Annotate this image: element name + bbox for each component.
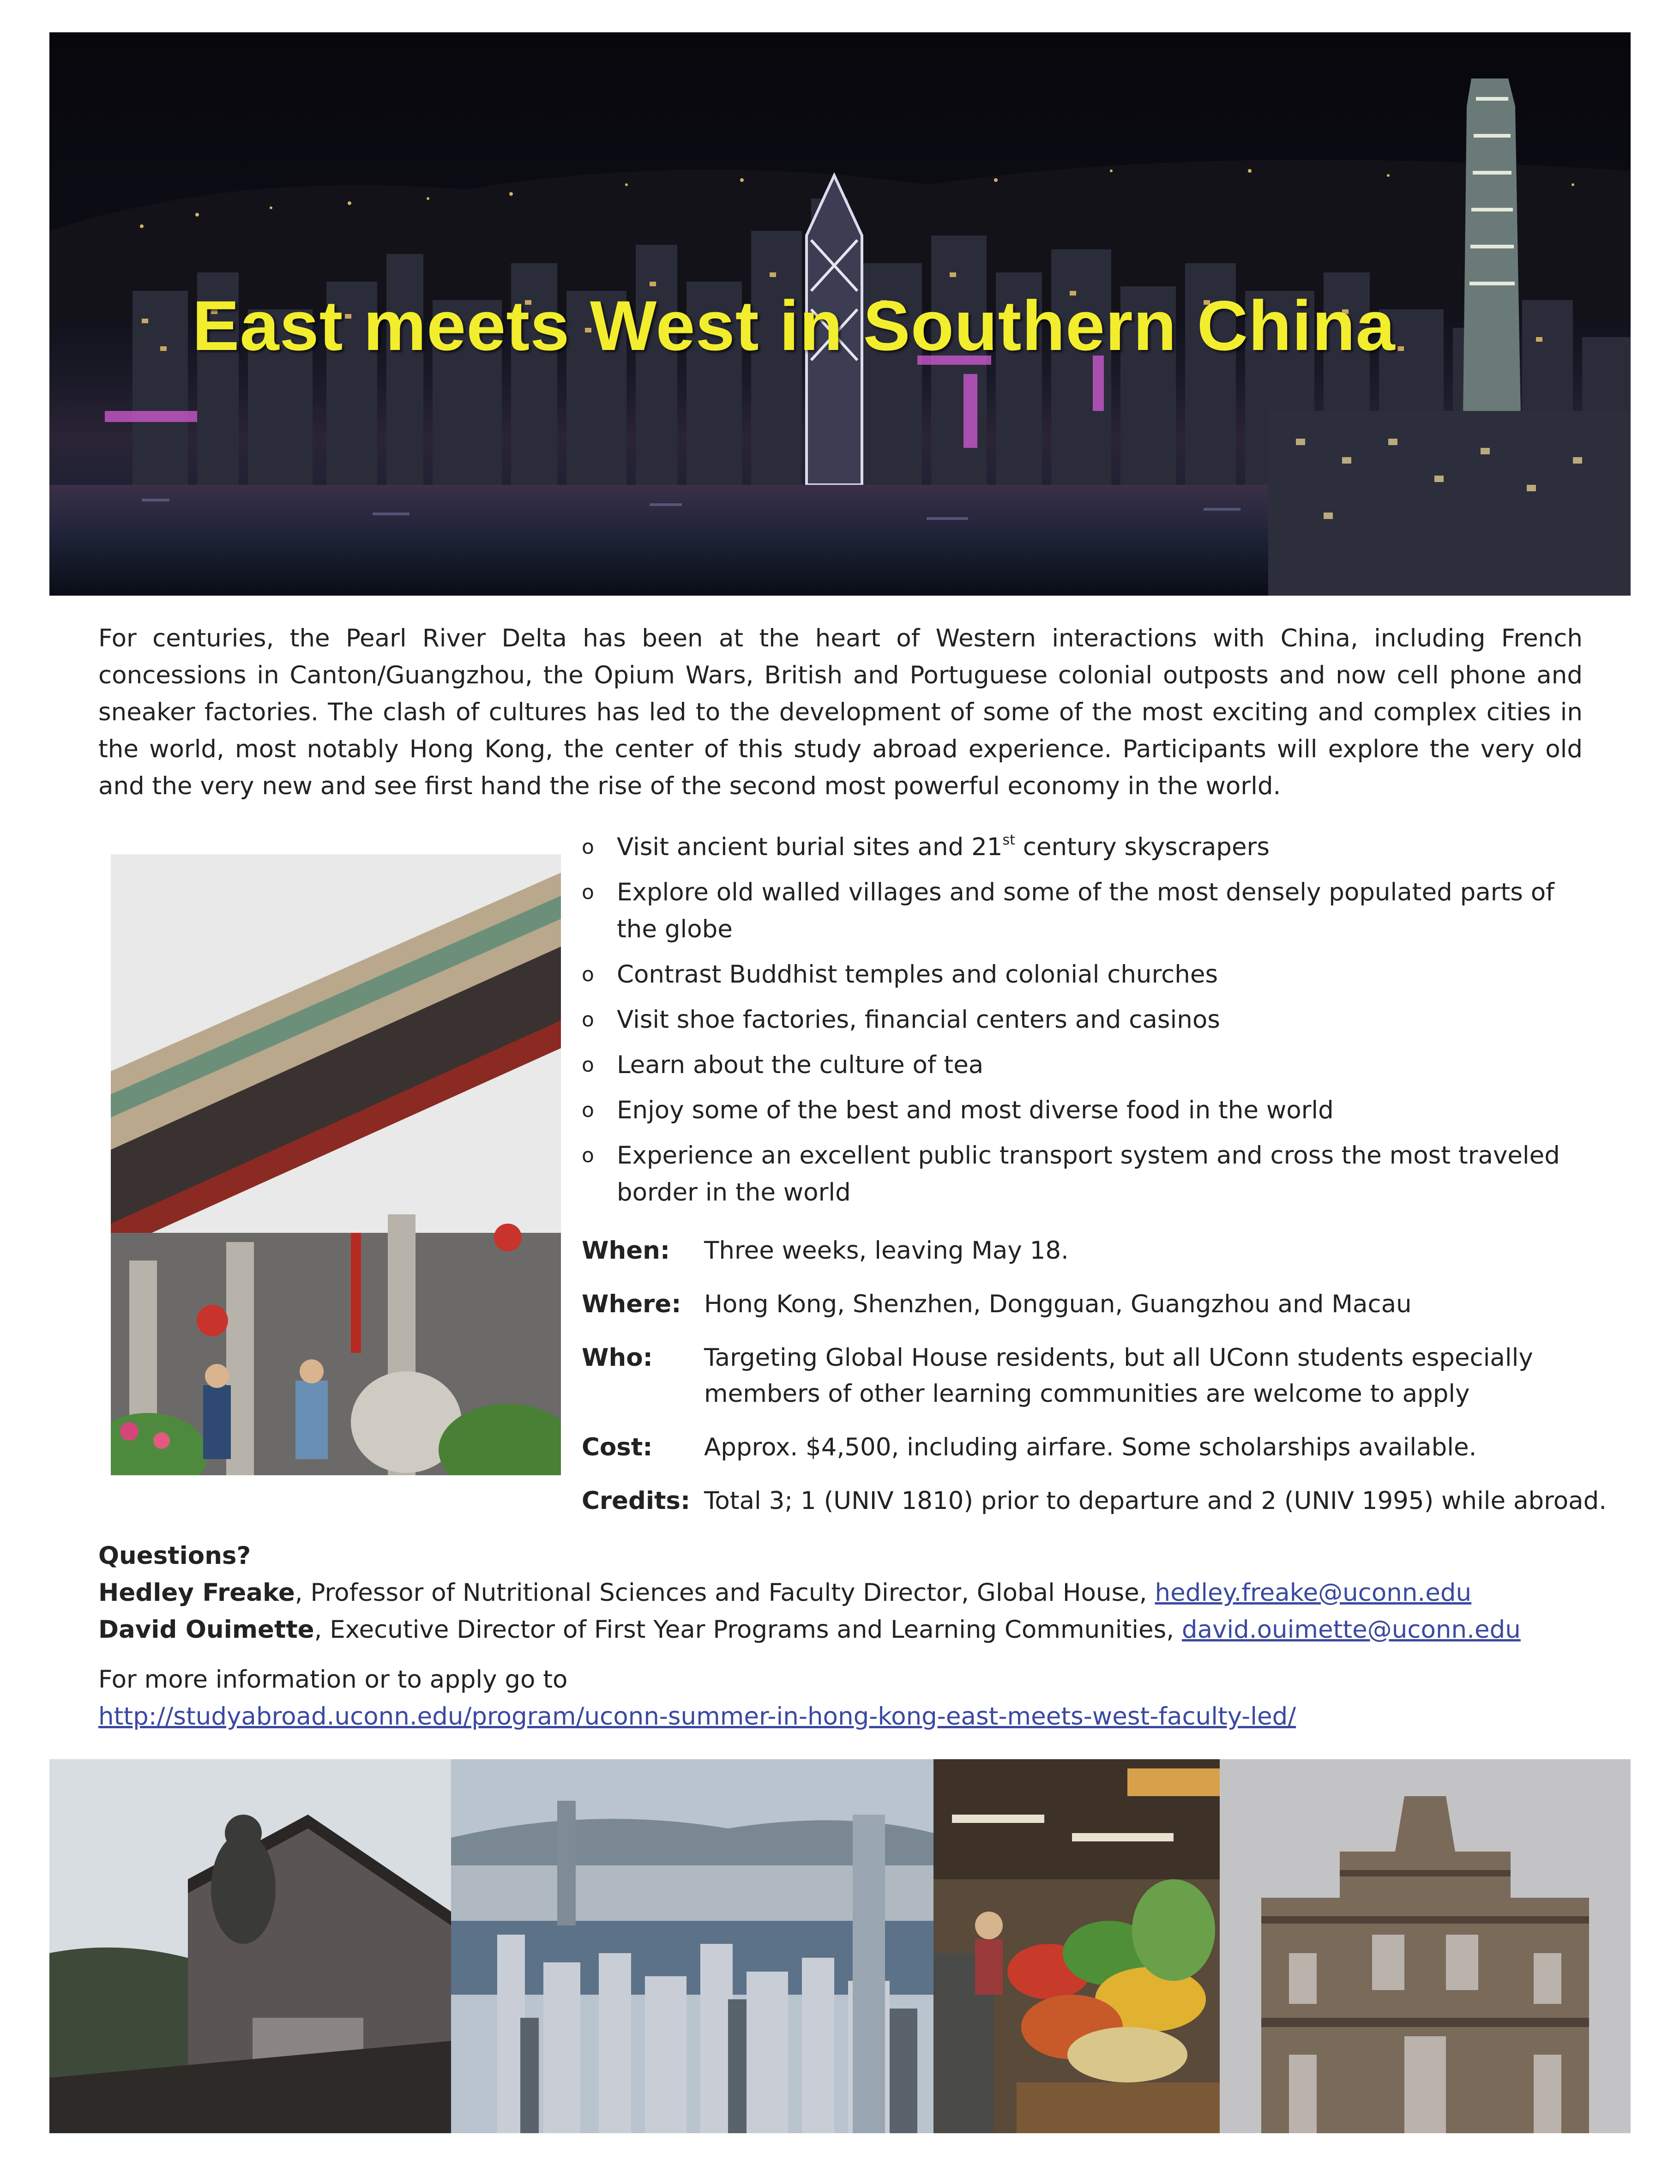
list-item-text: Learn about the culture of tea	[617, 1051, 984, 1079]
ruins-illustration	[1220, 1759, 1631, 2133]
buddha-illustration	[49, 1759, 451, 2133]
poster-title: East meets West in Southern China	[192, 286, 1396, 365]
photo-big-buddha	[49, 1759, 451, 2133]
list-item-text: Contrast Buddhist temples and colonial churches	[617, 960, 1218, 989]
list-item	[582, 1047, 1588, 1084]
photo-strip	[49, 1759, 1631, 2133]
hero-image-hong-kong-night-skyline	[49, 32, 1631, 596]
contact-role: , Executive Director of First Year Programs and Learning Communities,	[314, 1616, 1182, 1644]
list-item	[582, 1002, 1588, 1038]
detail-label: Where:	[582, 1290, 681, 1318]
bullet-marker: o	[582, 881, 594, 904]
detail-row-cost	[582, 1430, 1662, 1466]
bullet-marker: o	[582, 1053, 594, 1077]
detail-label: When:	[582, 1237, 670, 1265]
photo-victoria-harbour	[451, 1759, 933, 2133]
detail-row-where	[582, 1286, 1662, 1322]
harbour-illustration	[451, 1759, 933, 2133]
detail-row-credits	[582, 1483, 1662, 1519]
list-item-text-part: century skyscrapers	[1015, 833, 1270, 861]
market-illustration	[933, 1759, 1220, 2133]
list-item-text: Visit shoe factories, financial centers and casinos	[617, 1006, 1220, 1034]
list-item-text	[617, 833, 1270, 861]
list-item	[582, 956, 1588, 993]
contact-name: Hedley Freake	[98, 1579, 295, 1607]
temple-illustration	[111, 854, 561, 1475]
bullet-marker: o	[582, 1008, 594, 1032]
list-item	[582, 829, 1588, 866]
detail-label: Cost:	[582, 1433, 653, 1461]
detail-value: Hong Kong, Shenzhen, Dongguan, Guangzhou and Macau	[704, 1290, 1412, 1318]
detail-value: Targeting Global House residents, but all UConn students especially members of other learning communities are welcome to apply	[704, 1344, 1533, 1408]
photo-ruins-facade	[1220, 1759, 1631, 2133]
contact-line-2	[98, 1611, 1622, 1648]
list-item-text: Enjoy some of the best and most diverse food in the world	[617, 1096, 1334, 1124]
more-info-text: For more information or to apply go to	[98, 1665, 568, 1694]
list-item-text: Explore old walled villages and some of the most densely populated parts of the globe	[617, 878, 1554, 943]
bullet-marker: o	[582, 835, 594, 859]
apply-url-link[interactable]: http://studyabroad.uconn.edu/program/uconn-summer-in-hong-kong-east-meets-west-faculty-led/	[98, 1702, 1296, 1731]
detail-value: Total 3; 1 (UNIV 1810) prior to departure and 2 (UNIV 1995) while abroad.	[704, 1487, 1607, 1515]
questions-heading: Questions?	[98, 1542, 251, 1570]
temple-photo	[111, 854, 561, 1475]
contact-email-link[interactable]: hedley.freake@uconn.edu	[1155, 1579, 1472, 1607]
intro-paragraph: For centuries, the Pearl River Delta has been at the heart of Western interactions with China, including French concessions in Canton/Guangzhou, the Opium Wars, British and Portuguese colonial outposts and now cell phone and sneaker factories. The clash of cultures has led to the development of some of the most exciting and complex cities in the world, most notably Hong Kong, the center of this study abroad experience. Participants will explore the very old and the very new and see first hand the rise of the second most powerful economy in the world.	[98, 624, 1583, 800]
more-info-section	[98, 1661, 1622, 1735]
ordinal-superscript: st	[1002, 832, 1015, 849]
contact-role: , Professor of Nutritional Sciences and Faculty Director, Global House,	[295, 1579, 1155, 1607]
detail-label: Who:	[582, 1344, 653, 1372]
list-item-text-part: Visit ancient burial sites and 21	[617, 833, 1003, 861]
list-item	[582, 874, 1588, 948]
bullet-marker: o	[582, 1098, 594, 1122]
detail-row-who	[582, 1340, 1551, 1412]
bullet-marker: o	[582, 963, 594, 986]
detail-row-when	[582, 1233, 1662, 1269]
highlights-list	[582, 829, 1588, 1219]
photo-food-market	[933, 1759, 1220, 2133]
contact-email-link[interactable]: david.ouimette@uconn.edu	[1181, 1616, 1521, 1644]
detail-label: Credits:	[582, 1487, 691, 1515]
program-details	[582, 1233, 1662, 1537]
bullet-marker: o	[582, 1144, 594, 1167]
contact-line-1	[98, 1575, 1622, 1611]
detail-value: Approx. $4,500, including airfare. Some scholarships available.	[704, 1433, 1477, 1461]
contacts-section	[98, 1538, 1622, 1648]
detail-value: Three weeks, leaving May 18.	[704, 1237, 1069, 1265]
list-item	[582, 1137, 1588, 1211]
list-item-text: Experience an excellent public transport system and cross the most traveled border in the world	[617, 1141, 1560, 1207]
contact-name: David Ouimette	[98, 1616, 314, 1644]
list-item	[582, 1092, 1588, 1129]
